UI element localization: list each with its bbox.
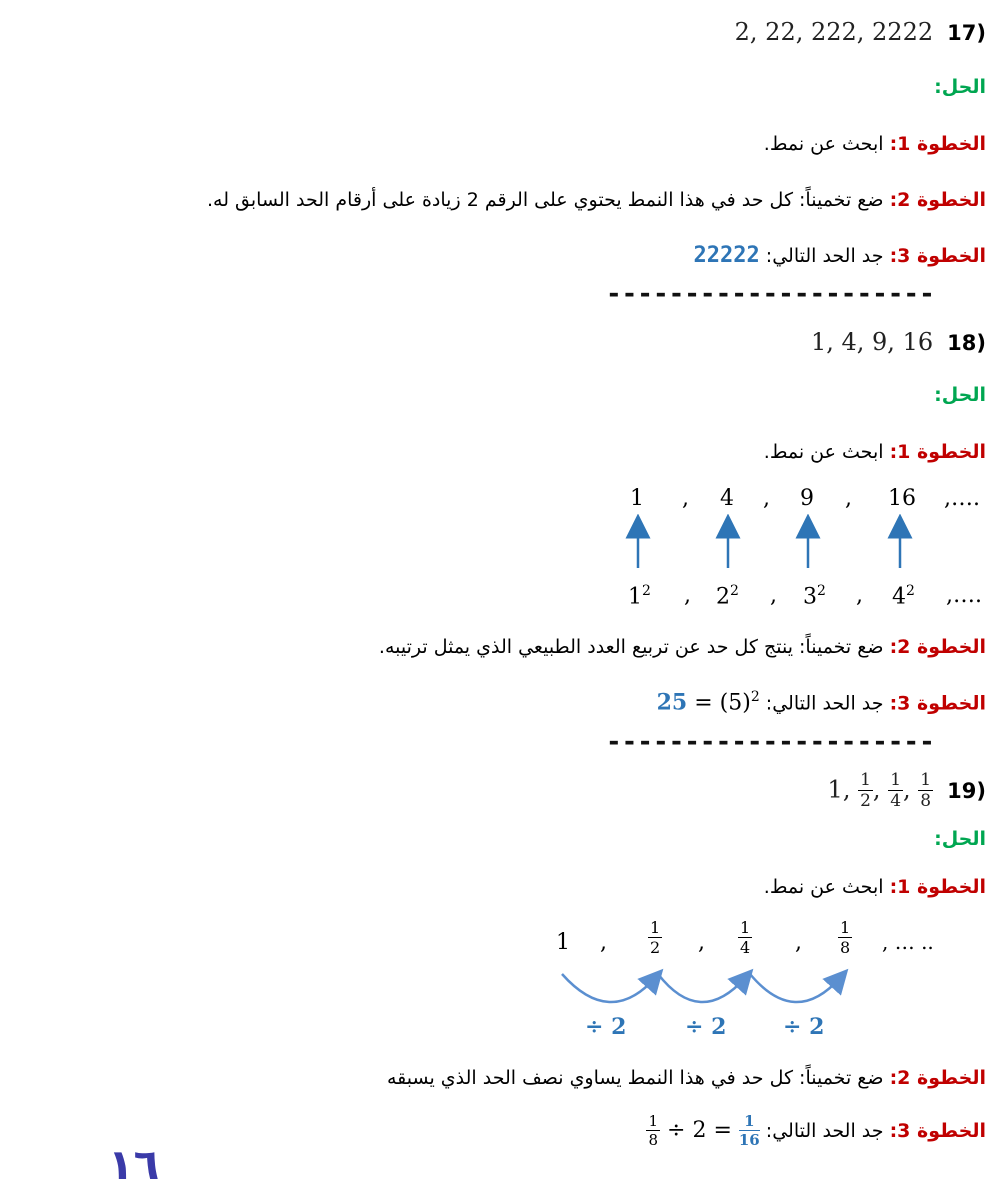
curved-arrow-icon [658, 974, 745, 1002]
problem-number: (17 [947, 21, 986, 45]
step-label: الخطوة 3: [889, 245, 986, 267]
ellipsis: ,…. [946, 583, 982, 608]
answer-value: 25 [656, 689, 688, 716]
step-label: الخطوة 1: [889, 876, 986, 898]
step-text: جد الحد التالي: [759, 692, 890, 715]
step-1 [764, 876, 986, 898]
page-number: ١٦ [108, 1140, 160, 1189]
square-term: $1^2$ [628, 583, 651, 610]
solution-label: الحل: [934, 76, 986, 98]
solution-label: الحل: [934, 384, 986, 406]
comma: , [763, 486, 770, 511]
comma: , [856, 583, 863, 608]
step-text: جد الحد التالي: [759, 1120, 890, 1142]
comma: , [795, 930, 802, 955]
comma: , [845, 486, 852, 511]
step-1 [764, 133, 986, 155]
sequence-term: 9 [800, 486, 814, 511]
solution-label: الحل: [934, 828, 986, 850]
separator: --------------------- [606, 727, 935, 757]
problem-sequence: 2, 22, 222, 2222 [734, 18, 934, 46]
step-text: ابحث عن نمط. [763, 441, 890, 463]
up-arrows [0, 514, 1000, 574]
comma: , [600, 930, 607, 955]
fraction-term: 1 2 [650, 918, 661, 957]
step-text: ضع تخميناً: كل حد في هذا النمط يحتوي على الرقم 2 زيادة على أرقام الحد السابق له. [206, 189, 890, 211]
answer-value: 22222 [693, 243, 760, 268]
fraction-term: 1 8 [840, 918, 851, 957]
step-2 [379, 636, 986, 658]
step-text: ابحث عن نمط. [763, 133, 890, 155]
square-term: $2^2$ [716, 583, 739, 610]
sequence-term: 4 [720, 486, 734, 511]
answer-expression: $\frac{1}{8}$ ÷ 2 = $\frac{1}{16}$ [648, 1112, 760, 1149]
divide-label: ÷ 2 [585, 1014, 627, 1040]
step-3 [694, 243, 986, 268]
sequence-term: 16 [888, 486, 916, 511]
ellipsis: , … .. [882, 930, 934, 954]
ellipsis: ,…. [944, 486, 980, 511]
comma: , [684, 583, 691, 608]
step-1 [764, 441, 986, 463]
comma: , [770, 583, 777, 608]
step-label: الخطوة 3: [889, 692, 986, 715]
sequence-term: 1 [630, 486, 644, 511]
step-3 [657, 689, 986, 715]
step-label: الخطوة 3: [889, 1120, 986, 1142]
fraction-term: 1 4 [740, 918, 751, 957]
divide-label: ÷ 2 [685, 1014, 727, 1040]
step-label: الخطوة 1: [889, 441, 986, 463]
problem-sequence: 1, 4, 9, 16 [810, 328, 934, 356]
comma: , [698, 930, 705, 955]
step-2 [387, 1067, 986, 1089]
step-label: الخطوة 2: [889, 189, 986, 211]
step-label: الخطوة 2: [889, 636, 986, 658]
comma: , [682, 486, 689, 511]
square-term: $4^2$ [892, 583, 915, 610]
curved-arrows [0, 966, 1000, 1026]
step-text: جد الحد التالي: [759, 245, 890, 267]
step-3 [646, 1114, 986, 1148]
curved-arrow-icon [562, 974, 655, 1002]
step-text: ضع تخميناً: كل حد في هذا النمط يساوي نصف الحد الذي يسبقه [386, 1067, 890, 1089]
answer-expression: $25 = (5)^2$ [656, 689, 760, 716]
divide-label: ÷ 2 [783, 1014, 825, 1040]
step-text: ابحث عن نمط. [763, 876, 890, 898]
step-text: ضع تخميناً: ينتج كل حد عن تربيع العدد الطبيعي الذي يمثل ترتيبه. [378, 636, 890, 658]
problem-18-header [811, 328, 986, 356]
step-label: الخطوة 2: [889, 1067, 986, 1089]
problem-sequence: 1, $\frac{1}{2}$ , $\frac{1}{4}$ , $\frac{1}{8}$ [827, 770, 932, 811]
step-2 [207, 189, 986, 211]
curved-arrow-icon [750, 974, 840, 1002]
problem-19-header [828, 772, 986, 810]
answer-value: $\frac{1}{16}$ [738, 1112, 760, 1149]
separator: --------------------- [606, 279, 935, 309]
sequence-term: 1 [556, 930, 570, 955]
problem-17-header [735, 18, 986, 46]
step-label: الخطوة 1: [889, 133, 986, 155]
problem-number: (18 [947, 331, 986, 355]
square-term: $3^2$ [803, 583, 826, 610]
problem-number: (19 [947, 779, 986, 803]
